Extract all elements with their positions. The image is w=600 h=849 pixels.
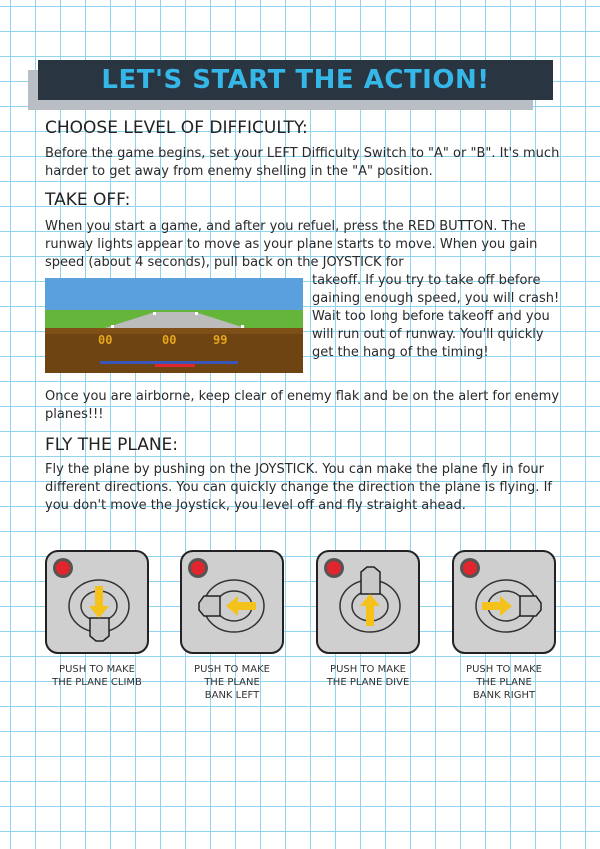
caption-climb: PUSH TO MAKE THE PLANE CLIMB — [52, 664, 142, 688]
page-title: LET'S START THE ACTION! — [101, 65, 490, 95]
joystick-left-illustration — [180, 550, 284, 654]
joystick-climb-illustration — [45, 550, 149, 654]
fly-text: Fly the plane by pushing on the JOYSTICK. You can make the plane fly in four different directions. You can quickly change the direction the plane is flying. If you don't move the Joystick, you level off and fly straight ahead. — [45, 462, 552, 513]
screen-sky — [45, 278, 303, 310]
takeoff-text: When you start a game, and after you refuel, press the RED BUTTON. The runway lights appear to move as your plane starts to move. When you gain speed (about 4 seconds), pull back on the JOYSTICK for — [45, 219, 538, 270]
score-left: 00 — [98, 333, 113, 347]
caption-bank-right: PUSH TO MAKE THE PLANE BANK RIGHT — [466, 664, 542, 701]
fuel-gauge — [100, 361, 238, 364]
red-button-icon — [56, 561, 70, 575]
score-middle: 00 — [162, 333, 177, 347]
title-banner — [38, 60, 553, 100]
difficulty-text: Before the game begins, set your LEFT Difficulty Switch to "A" or "B". It's much harder to get away from enemy shelling in the "A" position. — [45, 146, 560, 179]
airborne-text: Once you are airborne, keep clear of enemy flak and be on the alert for enemy planes!!! — [45, 389, 560, 422]
joystick-dive-illustration — [316, 550, 420, 654]
caption-dive: PUSH TO MAKE THE PLANE DIVE — [326, 664, 410, 688]
fly-heading: FLY THE PLANE: — [45, 435, 179, 455]
joystick-right-illustration — [452, 550, 556, 654]
fuel-gauge-marker — [155, 364, 195, 367]
red-button-icon — [327, 561, 341, 575]
caption-bank-left: PUSH TO MAKE THE PLANE BANK LEFT — [194, 664, 270, 701]
takeoff-heading: TAKE OFF: — [45, 190, 131, 210]
difficulty-heading: CHOOSE LEVEL OF DIFFICULTY: — [45, 118, 308, 138]
score-right: 99 — [213, 333, 228, 347]
game-screenshot — [45, 278, 303, 373]
red-button-icon — [191, 561, 205, 575]
red-button-icon — [463, 561, 477, 575]
takeoff-side-text: takeoff. If you try to take off before gaining enough speed, you will crash! Wait too long before takeoff and you will run out of runway. You'll quickly get the hang of the timing! — [312, 273, 560, 360]
